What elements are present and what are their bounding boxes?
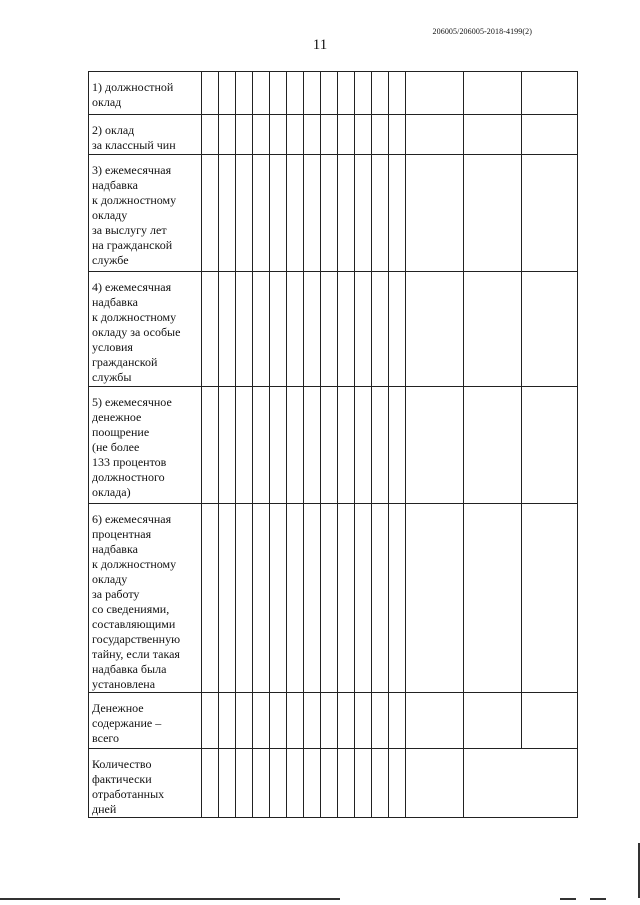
- summary-cell: [464, 693, 522, 749]
- month-cell: [304, 155, 321, 272]
- summary-cell: [522, 72, 578, 115]
- bottom-rule: [0, 898, 340, 900]
- summary-cell: [464, 155, 522, 272]
- month-cell: [321, 387, 338, 504]
- month-cell: [219, 155, 236, 272]
- row-label: 1) должностной оклад: [89, 72, 202, 115]
- summary-cell: [464, 272, 522, 387]
- month-cell: [304, 115, 321, 155]
- summary-cell: [464, 72, 522, 115]
- summary-cell: [406, 504, 464, 693]
- summary-cell: [522, 693, 578, 749]
- month-cell: [389, 693, 406, 749]
- month-cell: [236, 272, 253, 387]
- month-cell: [287, 72, 304, 115]
- month-cell: [321, 693, 338, 749]
- month-cell: [355, 387, 372, 504]
- month-cell: [355, 693, 372, 749]
- month-cell: [202, 72, 219, 115]
- table-row: [89, 72, 578, 115]
- summary-cell: [522, 272, 578, 387]
- month-cell: [253, 387, 270, 504]
- month-cell: [304, 693, 321, 749]
- month-cell: [304, 387, 321, 504]
- month-cell: [355, 155, 372, 272]
- month-cell: [287, 155, 304, 272]
- month-cell: [253, 693, 270, 749]
- month-cell: [338, 749, 355, 818]
- row-label: 5) ежемесячное денежное поощрение (не более 133 процентов должностного оклада): [89, 387, 202, 504]
- month-cell: [253, 272, 270, 387]
- table-row: [89, 155, 578, 272]
- month-cell: [270, 504, 287, 693]
- month-cell: [236, 115, 253, 155]
- month-cell: [236, 387, 253, 504]
- month-cell: [355, 749, 372, 818]
- month-cell: [287, 749, 304, 818]
- month-cell: [236, 504, 253, 693]
- row-label: 3) ежемесячная надбавка к должностному окладу за выслугу лет на гражданской службе: [89, 155, 202, 272]
- month-cell: [270, 72, 287, 115]
- month-cell: [389, 155, 406, 272]
- month-cell: [236, 749, 253, 818]
- month-cell: [389, 504, 406, 693]
- row-label: 4) ежемесячная надбавка к должностному окладу за особые условия гражданской службы: [89, 272, 202, 387]
- month-cell: [338, 272, 355, 387]
- table-row: [89, 115, 578, 155]
- total-cell: [406, 749, 464, 818]
- salary-table: [88, 71, 578, 818]
- month-cell: [202, 115, 219, 155]
- month-cell: [355, 115, 372, 155]
- month-cell: [236, 155, 253, 272]
- summary-cell: [522, 387, 578, 504]
- summary-cell: [522, 155, 578, 272]
- month-cell: [236, 72, 253, 115]
- month-cell: [304, 504, 321, 693]
- row-label: Количество фактически отработанных дней: [89, 749, 202, 818]
- month-cell: [372, 387, 389, 504]
- summary-cell: [522, 504, 578, 693]
- month-cell: [389, 387, 406, 504]
- month-cell: [253, 504, 270, 693]
- summary-cell: [406, 387, 464, 504]
- bottom-mark: [560, 898, 576, 900]
- month-cell: [321, 749, 338, 818]
- month-cell: [338, 387, 355, 504]
- table-row: [89, 272, 578, 387]
- month-cell: [202, 504, 219, 693]
- summary-cell: [464, 387, 522, 504]
- month-cell: [372, 155, 389, 272]
- month-cell: [372, 504, 389, 693]
- month-cell: [321, 155, 338, 272]
- month-cell: [304, 72, 321, 115]
- month-cell: [253, 72, 270, 115]
- summary-cell: [464, 504, 522, 693]
- summary-cell: [522, 115, 578, 155]
- month-cell: [338, 115, 355, 155]
- row-label: 6) ежемесячная процентная надбавка к должностному окладу за работу со сведениями, составляющими государственную тайну, если такая надбавка была установлена: [89, 504, 202, 693]
- month-cell: [304, 749, 321, 818]
- month-cell: [253, 155, 270, 272]
- month-cell: [253, 749, 270, 818]
- month-cell: [270, 115, 287, 155]
- month-cell: [219, 272, 236, 387]
- bottom-mark: [590, 898, 606, 900]
- month-cell: [372, 72, 389, 115]
- month-cell: [389, 115, 406, 155]
- month-cell: [372, 693, 389, 749]
- row-label: 2) оклад за классный чин: [89, 115, 202, 155]
- month-cell: [338, 155, 355, 272]
- table-row: [89, 387, 578, 504]
- document-code: 206005/206005-2018-4199(2): [432, 27, 532, 36]
- summary-cell: [406, 272, 464, 387]
- month-cell: [287, 504, 304, 693]
- month-cell: [270, 387, 287, 504]
- month-cell: [389, 272, 406, 387]
- month-cell: [321, 72, 338, 115]
- month-cell: [338, 693, 355, 749]
- month-cell: [202, 693, 219, 749]
- month-cell: [270, 693, 287, 749]
- month-cell: [372, 115, 389, 155]
- month-cell: [338, 504, 355, 693]
- merged-cell: [464, 749, 578, 818]
- table-row: [89, 693, 578, 749]
- month-cell: [236, 693, 253, 749]
- month-cell: [202, 272, 219, 387]
- page-number: 11: [312, 37, 328, 53]
- month-cell: [219, 693, 236, 749]
- month-cell: [202, 749, 219, 818]
- table-row: [89, 504, 578, 693]
- month-cell: [219, 72, 236, 115]
- month-cell: [270, 749, 287, 818]
- month-cell: [287, 693, 304, 749]
- month-cell: [355, 72, 372, 115]
- month-cell: [389, 749, 406, 818]
- month-cell: [304, 272, 321, 387]
- month-cell: [287, 272, 304, 387]
- month-cell: [253, 115, 270, 155]
- table-row: [89, 749, 578, 818]
- month-cell: [219, 387, 236, 504]
- month-cell: [219, 749, 236, 818]
- month-cell: [219, 115, 236, 155]
- month-cell: [372, 749, 389, 818]
- summary-cell: [464, 115, 522, 155]
- month-cell: [355, 272, 372, 387]
- summary-cell: [406, 155, 464, 272]
- month-cell: [389, 72, 406, 115]
- month-cell: [270, 272, 287, 387]
- month-cell: [321, 115, 338, 155]
- month-cell: [287, 115, 304, 155]
- month-cell: [202, 387, 219, 504]
- row-label: Денежное содержание – всего: [89, 693, 202, 749]
- month-cell: [219, 504, 236, 693]
- month-cell: [202, 155, 219, 272]
- month-cell: [270, 155, 287, 272]
- summary-cell: [406, 693, 464, 749]
- month-cell: [372, 272, 389, 387]
- summary-cell: [406, 115, 464, 155]
- month-cell: [321, 504, 338, 693]
- month-cell: [287, 387, 304, 504]
- summary-cell: [406, 72, 464, 115]
- month-cell: [338, 72, 355, 115]
- month-cell: [321, 272, 338, 387]
- month-cell: [355, 504, 372, 693]
